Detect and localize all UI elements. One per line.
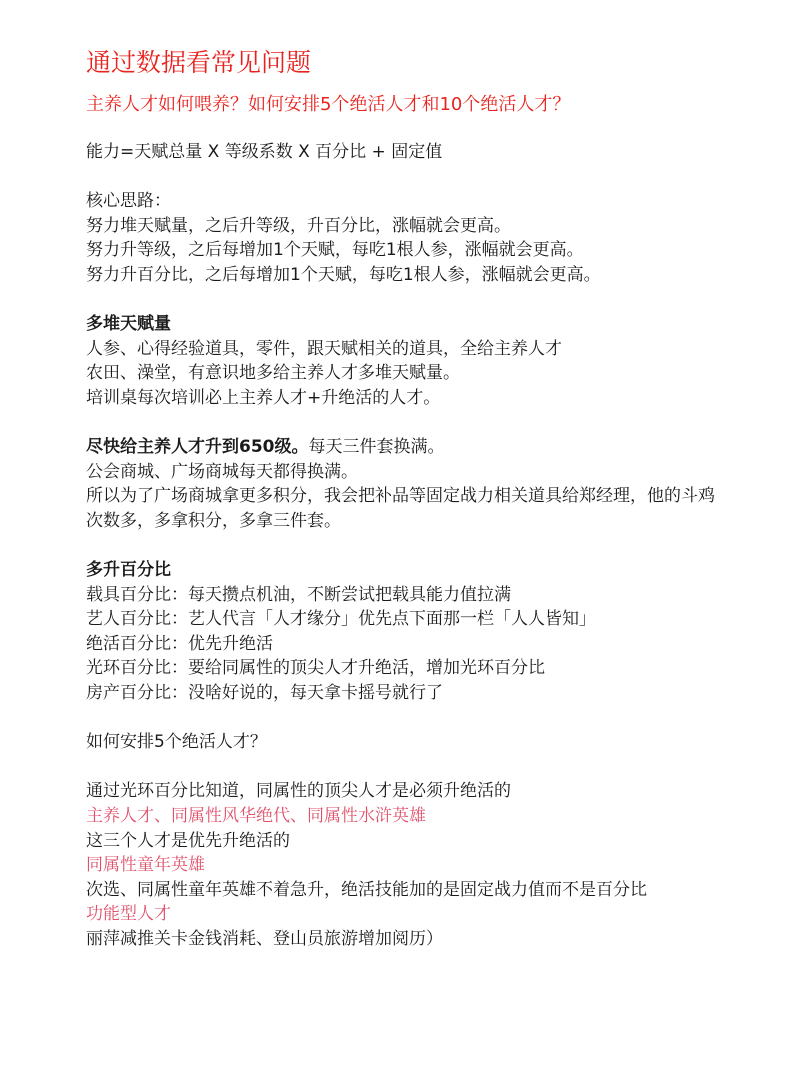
talent-line: 人参、心得经验道具，零件，跟天赋相关的道具，全给主养人才 [86,338,562,359]
percent-heading: 多升百分比 [86,560,171,581]
talent-heading: 多堆天赋量 [86,314,171,335]
five-highlight: 功能型人才 [86,904,171,925]
level-line: 公会商城、广场商城每天都得换满。 [86,461,358,482]
article [86,44,786,952]
five-highlight: 同属性童年英雄 [86,855,205,876]
percent-line: 房产百分比：没啥好说的，每天拿卡摇号就行了 [86,683,443,704]
five-note: 这三个人才是优先升绝活的 [86,830,290,851]
talent-line: 农田、澡堂，有意识地多给主养人才多堆天赋量。 [86,363,460,384]
level-heading-bold: 尽快给主养人才升到650级。 [86,437,309,458]
percent-line: 绝活百分比：优先升绝活 [86,633,273,654]
five-note: 丽萍减推关卡金钱消耗、登山员旅游增加阅历） [86,929,443,949]
level-heading [86,435,786,460]
core-heading: 核心思路： [86,191,171,212]
talent-line: 培训桌每次培训必上主养人才+升绝活的人才。 [86,387,441,408]
formula-text: 能力=天赋总量 X 等级系数 X 百分比 + 固定值 [86,142,443,162]
level-line: 所以为了广场商城拿更多积分，我会把补品等固定战力相关道具给郑经理，他的斗鸡次数多，多拿积分，多拿三件套。 [86,486,715,531]
five-heading: 如何安排5个绝活人才？ [86,732,267,753]
percent-line: 载具百分比：每天攒点机油，不断尝试把载具能力值拉满 [86,584,511,605]
five-highlight: 主养人才、同属性风华绝代、同属性水浒英雄 [86,806,426,827]
page-subtitle: 主养人才如何喂养？如何安排5个绝活人才和10个绝活人才？ [86,94,571,115]
five-intro: 通过光环百分比知道，同属性的顶尖人才是必须升绝活的 [86,781,511,802]
level-heading-rest: 每天三件套换满。 [308,437,445,458]
percent-line: 光环百分比：要给同属性的顶尖人才升绝活，增加光环百分比 [86,658,545,679]
core-line: 努力堆天赋量，之后升等级，升百分比，涨幅就会更高。 [86,215,511,236]
five-note: 次选、同属性童年英雄不着急升，绝活技能加的是固定战力值而不是百分比 [86,879,647,900]
page-title: 通过数据看常见问题 [86,48,312,77]
percent-line: 艺人百分比：艺人代言「人才缘分」优先点下面那一栏「人人皆知」 [86,609,596,630]
core-line: 努力升等级，之后每增加1个天赋，每吃1根人参，涨幅就会更高。 [86,240,584,261]
core-line: 努力升百分比，之后每增加1个天赋，每吃1根人参，涨幅就会更高。 [86,264,601,285]
